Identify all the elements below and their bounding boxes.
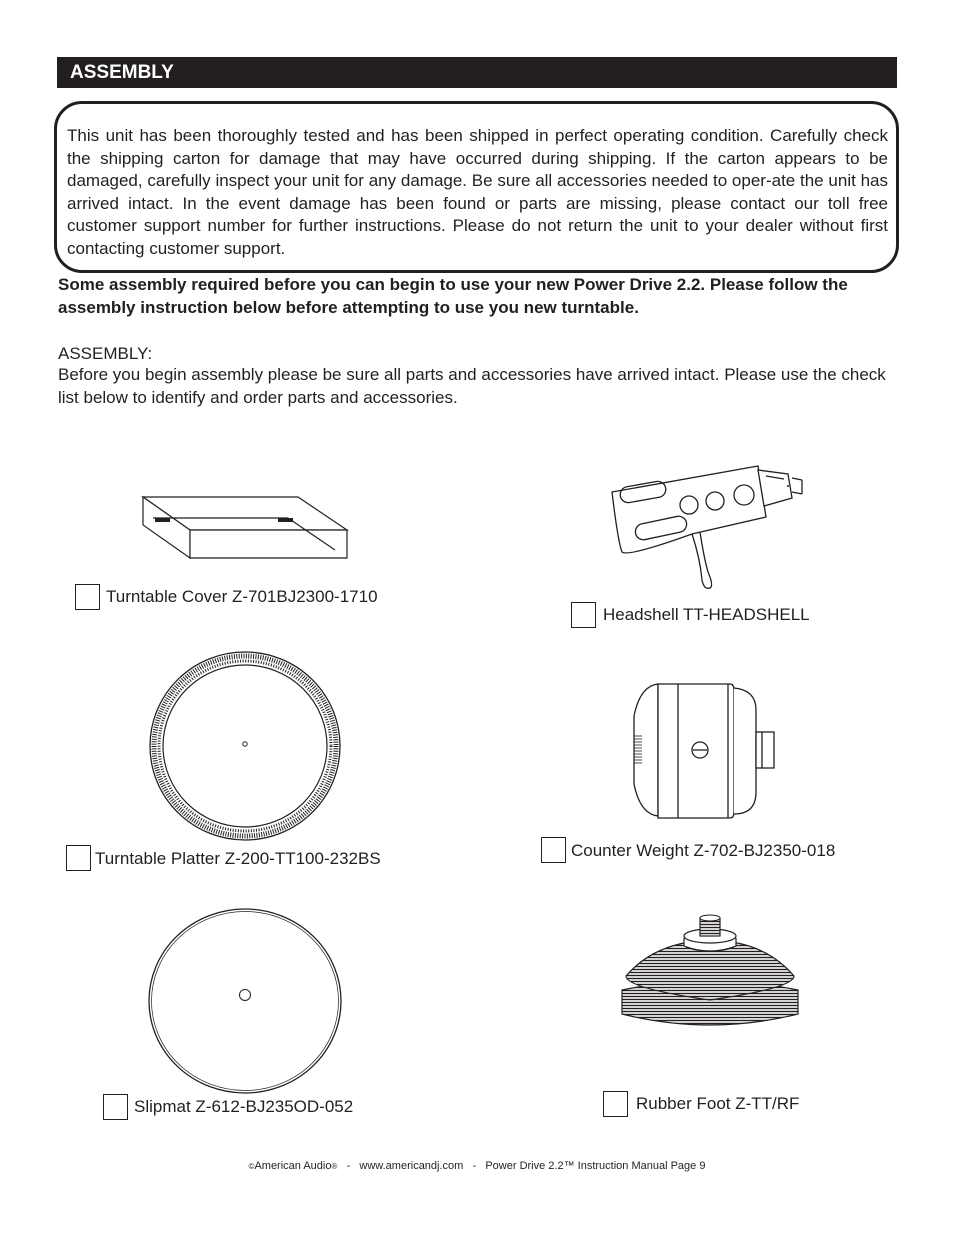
footer-brand: American Audio	[254, 1160, 332, 1172]
section-header-assembly: ASSEMBLY	[57, 57, 897, 88]
assembly-intro-text: Before you begin assembly please be sure all parts and accessories have arrived intact. Please use the check list below to identify and order parts and accessories.	[58, 365, 886, 407]
counter-weight-illustration	[628, 680, 778, 822]
part-label-rubber-foot: Rubber Foot Z-TT/RF	[636, 1094, 800, 1113]
checkbox-rubber-foot[interactable]	[603, 1091, 628, 1117]
assembly-required-note: Some assembly required before you can begin to use your new Power Drive 2.2. Please follow the assembly instruction below before attempting to use you new turntable.	[58, 275, 848, 317]
part-label-turntable-platter: Turntable Platter Z-200-TT100-232BS	[95, 849, 381, 868]
notice-text: This unit has been thoroughly tested and has been shipped in perfect operating condition. Carefully check the shipping carton for damage that may have occurred during shipping. If the carton appears to be damaged, carefully inspect your unit for any damage. Be sure all accessories needed to oper-ate the unit has arrived intact. In the event damage has been found or parts are missing, please contact our toll free customer support number for further instructions. Please do not return the unit to your dealer without first contacting customer support.	[67, 126, 888, 258]
slipmat-illustration	[146, 906, 344, 1096]
page-footer	[0, 1159, 954, 1174]
assembly-subheading: ASSEMBLY:	[58, 344, 153, 363]
footer-website-link[interactable]: www.americandj.com	[359, 1160, 464, 1172]
registered-symbol: ®	[331, 1162, 338, 1171]
turntable-cover-illustration	[138, 492, 352, 562]
checkbox-counter-weight[interactable]	[541, 837, 566, 863]
copyright-symbol: ©	[248, 1162, 255, 1171]
checkbox-headshell[interactable]	[571, 602, 596, 628]
footer-separator: -	[346, 1160, 351, 1172]
part-label-turntable-cover: Turntable Cover Z-701BJ2300-1710	[106, 587, 378, 606]
checkbox-turntable-cover[interactable]	[75, 584, 100, 610]
checkbox-slipmat[interactable]	[103, 1094, 128, 1120]
checkbox-turntable-platter[interactable]	[66, 845, 91, 871]
footer-manual-page: Power Drive 2.2™ Instruction Manual Page 9	[485, 1160, 706, 1172]
rubber-foot-illustration	[620, 914, 800, 1036]
turntable-platter-illustration	[148, 650, 342, 842]
footer-separator: -	[472, 1160, 477, 1172]
part-label-slipmat: Slipmat Z-612-BJ235OD-052	[134, 1097, 354, 1116]
headshell-illustration	[608, 462, 804, 592]
part-label-headshell: Headshell TT-HEADSHELL	[603, 605, 810, 624]
part-label-counter-weight: Counter Weight Z-702-BJ2350-018	[571, 841, 836, 860]
